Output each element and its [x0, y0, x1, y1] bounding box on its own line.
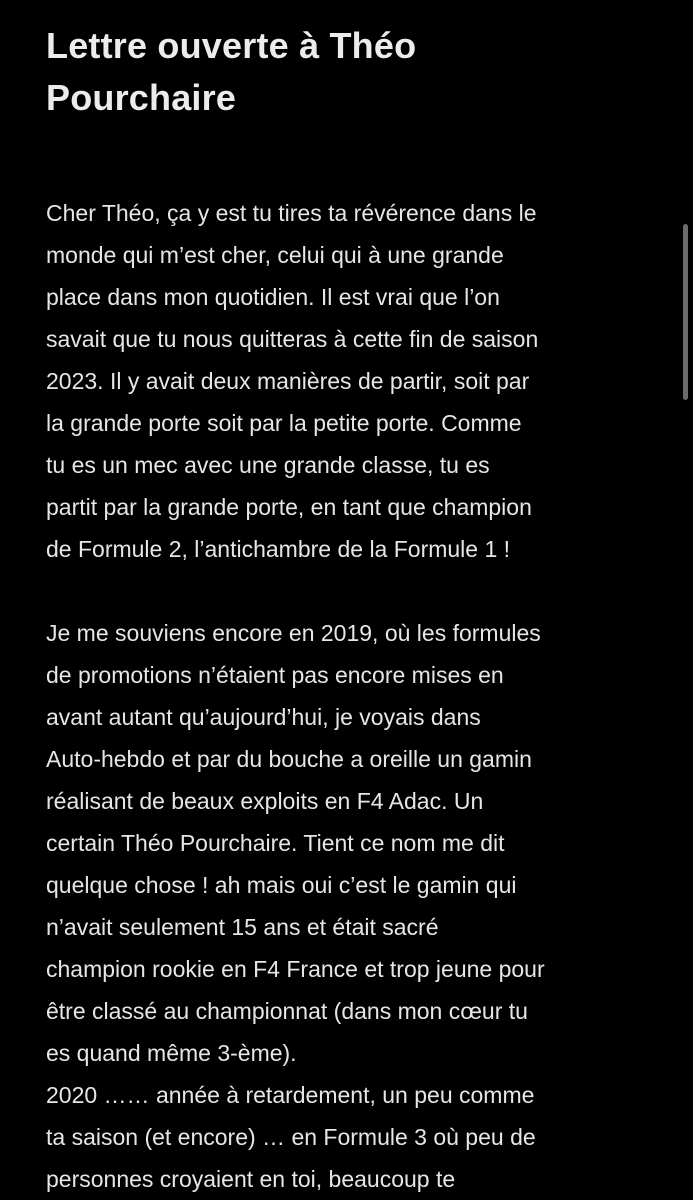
text-line: quelque chose ! ah mais oui c’est le gamin qui: [46, 872, 517, 898]
text-line: savait que tu nous quitteras à cette fin de saison: [46, 326, 539, 352]
text-line: certain Théo Pourchaire. Tient ce nom me dit: [46, 830, 505, 856]
text-line: place dans mon quotidien. Il est vrai que l’on: [46, 284, 500, 310]
text-line: être classé au championnat (dans mon cœur tu: [46, 998, 528, 1024]
text-line: de promotions n’étaient pas encore mises en: [46, 662, 504, 688]
paragraph-gap: [46, 570, 545, 612]
paragraph-2: [46, 612, 545, 1200]
text-line: la grande porte soit par la petite porte. Comme: [46, 410, 522, 436]
text-line: monde qui m’est cher, celui qui à une grande: [46, 242, 504, 268]
text-line: avant autant qu’aujourd’hui, je voyais dans: [46, 704, 481, 730]
text-line: Je me souviens encore en 2019, où les formules: [46, 620, 541, 646]
text-line: 2023. Il y avait deux manières de partir, soit par: [46, 368, 530, 394]
paragraph-1: [46, 192, 545, 570]
text-line: tu es un mec avec une grande classe, tu es: [46, 452, 490, 478]
title-line: Lettre ouverte à Théo: [46, 25, 417, 66]
text-line: de Formule 2, l’antichambre de la Formule 1 !: [46, 536, 511, 562]
text-line: Cher Théo, ça y est tu tires ta révérence dans le: [46, 200, 537, 226]
article-body: [46, 192, 545, 1200]
article-title: [46, 20, 676, 124]
title-line: Pourchaire: [46, 77, 237, 118]
text-line: es quand même 3-ème).: [46, 1040, 297, 1066]
text-line: n’avait seulement 15 ans et était sacré: [46, 914, 439, 940]
text-line: champion rookie en F4 France et trop jeune pour: [46, 956, 545, 982]
article: [46, 20, 676, 1192]
text-line: ta saison (et encore) … en Formule 3 où peu de: [46, 1124, 536, 1150]
text-line: partit par la grande porte, en tant que champion: [46, 494, 532, 520]
text-line: Auto-hebdo et par du bouche a oreille un gamin: [46, 746, 532, 772]
text-line: personnes croyaient en toi, beaucoup te: [46, 1166, 456, 1192]
scrollbar-thumb[interactable]: [683, 224, 688, 400]
text-line: réalisant de beaux exploits en F4 Adac. Un: [46, 788, 484, 814]
text-line: 2020 …… année à retardement, un peu comme: [46, 1082, 535, 1108]
